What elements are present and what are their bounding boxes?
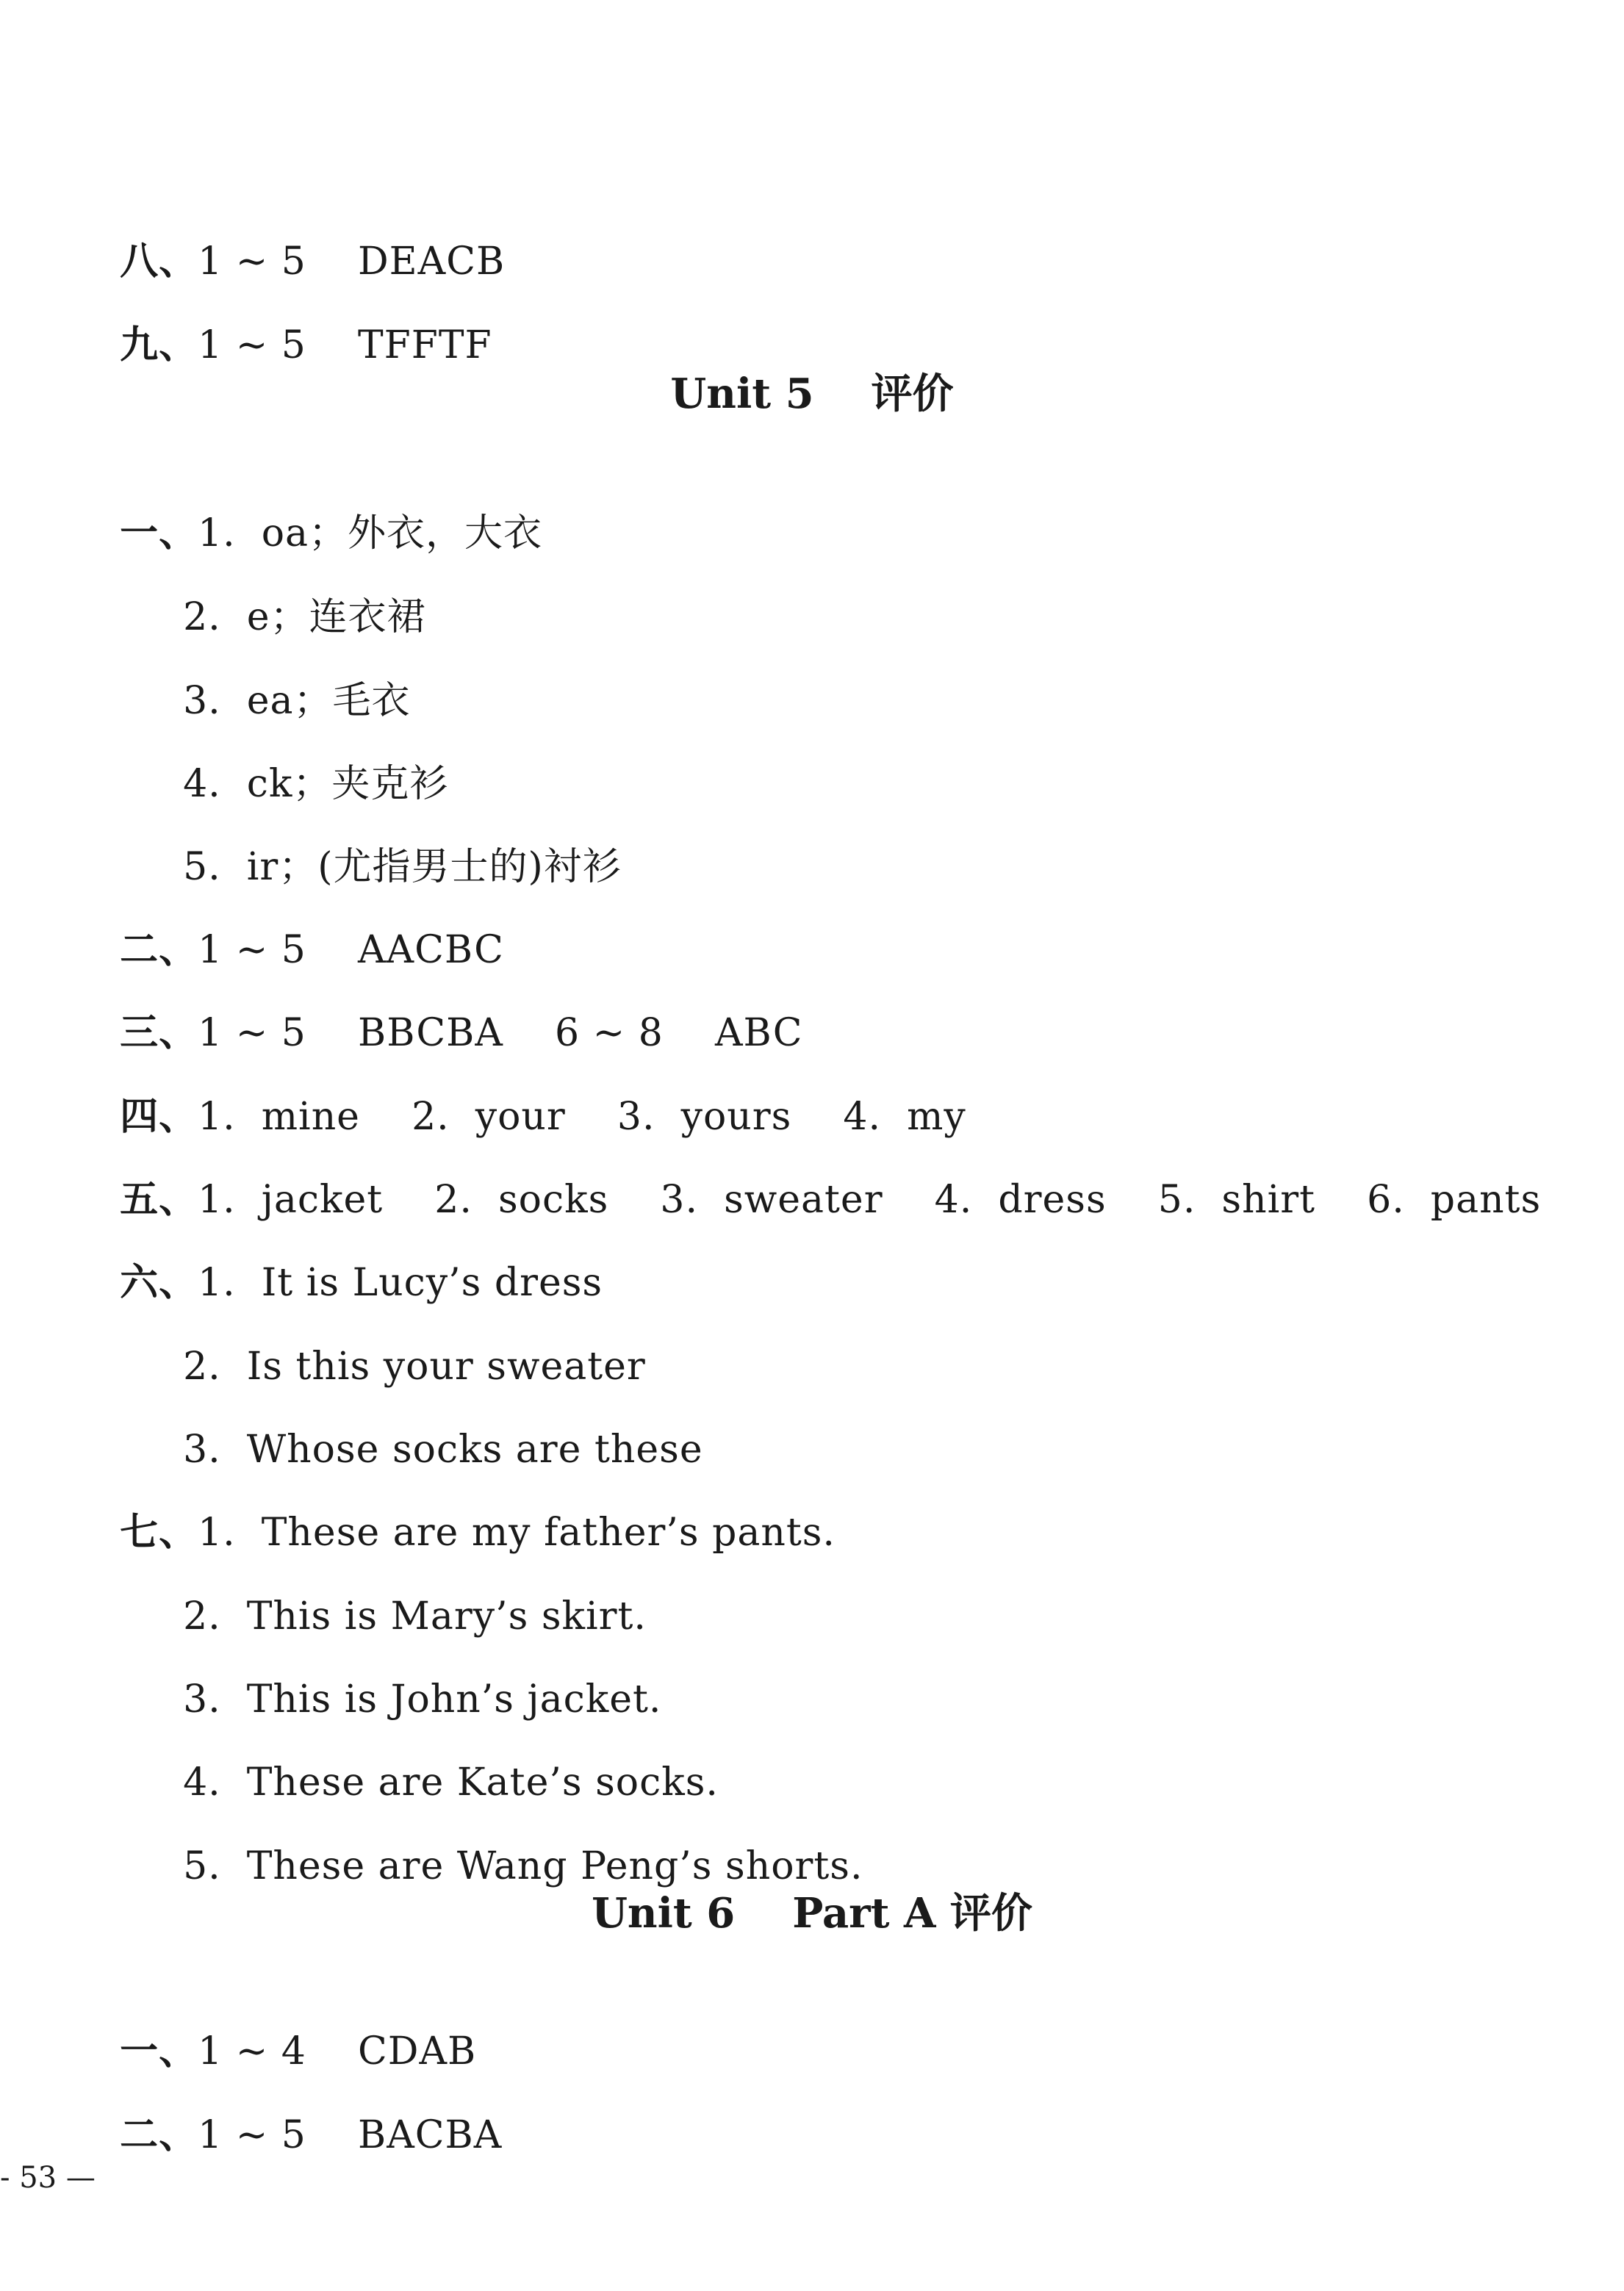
- section-number: 七、: [120, 1510, 198, 1555]
- answer-text: 1 ~ 5 DEACB: [198, 240, 506, 284]
- page-number: - 53 —: [0, 2161, 96, 2195]
- unit-heading: Unit 6 Part A 评价: [592, 1889, 1032, 1938]
- answer-text: 1. mine 2. your 3. yours 4. my: [198, 1095, 966, 1139]
- section-number: 一、: [120, 2029, 198, 2074]
- answer-line: [157, 1800, 863, 1888]
- answer-line: [94, 2069, 502, 2157]
- answer-text: 1. These are my father’s pants.: [198, 1511, 836, 1555]
- answer-text: 5. These are Wang Peng’s shorts.: [183, 1844, 863, 1888]
- answer-text: 1 ~ 4 CDAB: [198, 2029, 477, 2074]
- answer-line: [157, 1716, 719, 1805]
- section-number: 八、: [120, 239, 198, 284]
- answer-line: [94, 467, 542, 555]
- answer-text: 3. ea；毛衣: [183, 679, 411, 723]
- answer-text: 4. These are Kate’s socks.: [183, 1760, 719, 1805]
- section-number: 五、: [120, 1177, 198, 1222]
- unit-heading: Unit 5 评价: [670, 370, 954, 418]
- answer-line: [157, 801, 622, 889]
- section-number: 三、: [120, 1010, 198, 1055]
- answer-line: [157, 1550, 647, 1639]
- answer-line: [94, 1985, 476, 2074]
- answer-line: [157, 551, 426, 639]
- answer-line: [157, 635, 411, 723]
- answer-text: 1. jacket 2. socks 3. sweater 4. dress 5. shirt 6. pants: [198, 1178, 1542, 1222]
- answer-line: [157, 1384, 703, 1472]
- answer-text: 1. oa；外衣，大衣: [198, 511, 543, 555]
- answer-text: 1. It is Lucy’s dress: [198, 1261, 603, 1305]
- answer-line: [94, 1134, 1541, 1222]
- section-number: 九、: [120, 323, 198, 367]
- answer-text: 1 ~ 5 BACBA: [198, 2113, 503, 2157]
- answer-text: 2. Is this your sweater: [183, 1345, 646, 1389]
- section-number: 六、: [120, 1260, 198, 1305]
- answer-line: [94, 884, 504, 972]
- answer-text: 5. ir；(尤指男士的)衬衫: [183, 845, 622, 889]
- answer-text: 4. ck；夹克衫: [183, 762, 449, 806]
- section-number: 二、: [120, 927, 198, 972]
- section-number: 一、: [120, 511, 198, 555]
- answer-line: [94, 967, 802, 1055]
- answer-line: [94, 279, 492, 367]
- answer-line: [157, 718, 448, 806]
- answer-text: 3. Whose socks are these: [183, 1428, 703, 1472]
- answer-line: [157, 1301, 646, 1389]
- answer-text: 1 ~ 5 AACBC: [198, 928, 504, 972]
- answer-line: [157, 1633, 661, 1722]
- answer-text: 2. This is Mary’s skirt.: [183, 1594, 647, 1639]
- section-number: 四、: [120, 1094, 198, 1139]
- answer-line: [94, 1217, 603, 1305]
- answer-text: 3. This is John’s jacket.: [183, 1677, 662, 1722]
- answer-line: [94, 1467, 836, 1555]
- answer-text: 1 ~ 5 BBCBA 6 ~ 8 ABC: [198, 1011, 803, 1055]
- answer-line: [94, 195, 505, 284]
- answer-text: 1 ~ 5 TFFTF: [198, 323, 492, 367]
- section-number: 二、: [120, 2112, 198, 2157]
- answer-text: 2. e；连衣裙: [183, 595, 426, 639]
- answer-line: [94, 1051, 966, 1139]
